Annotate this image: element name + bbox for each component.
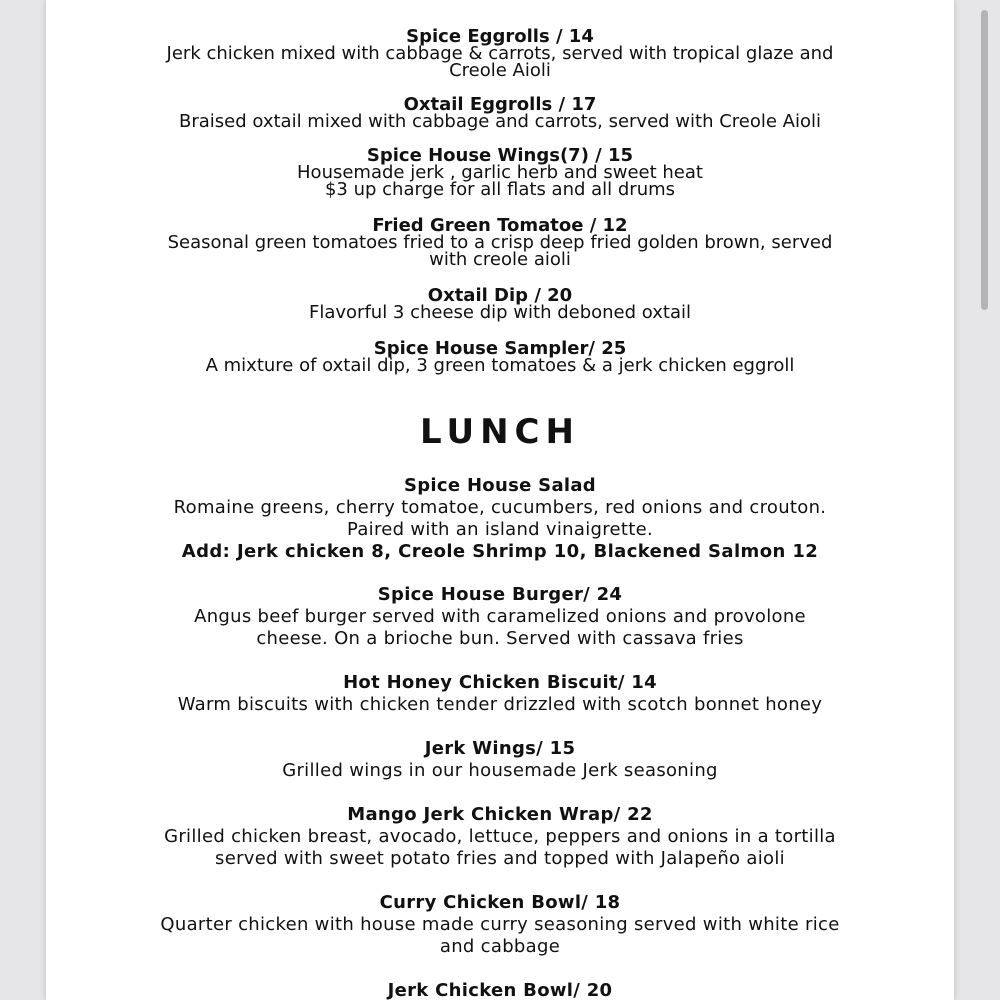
menu-item-name: Mango Jerk Chicken Wrap/ 22 xyxy=(347,804,653,825)
menu-item xyxy=(0,147,1000,198)
menu-item xyxy=(0,892,1000,958)
menu-item-name: Hot Honey Chicken Biscuit/ 14 xyxy=(343,672,657,693)
menu-item-description: Angus beef burger served with caramelized onions and provolone xyxy=(194,606,806,627)
menu-item-description: Braised oxtail mixed with cabbage and carrots, served with Creole Aioli xyxy=(178,111,821,132)
menu-item xyxy=(0,96,1000,130)
menu-item-description: $3 up charge for all flats and all drums xyxy=(324,179,676,200)
menu-item-description: Creole Aioli xyxy=(449,60,551,81)
menu-item-description: Grilled wings in our housemade Jerk seasoning xyxy=(282,760,718,781)
menu-item-name: Spice House Wings(7) / 15 xyxy=(366,145,634,166)
menu-item xyxy=(0,287,1000,321)
menu-item-name: Fried Green Tomatoe / 12 xyxy=(372,215,628,236)
menu-item xyxy=(0,28,1000,79)
menu-item xyxy=(0,584,1000,650)
menu-item-addons: Add: Jerk chicken 8, Creole Shrimp 10, Blackened Salmon 12 xyxy=(181,541,819,562)
menu-item-name: Jerk Wings/ 15 xyxy=(424,738,576,759)
menu-item xyxy=(0,475,1000,563)
menu-item-name: Jerk Chicken Bowl/ 20 xyxy=(387,980,613,1000)
menu-item-description: Romaine greens, cherry tomatoe, cucumbers, red onions and crouton. xyxy=(173,497,827,518)
menu-item-description: Grilled chicken breast, avocado, lettuce, peppers and onions in a tortilla xyxy=(164,826,836,847)
menu-item xyxy=(0,340,1000,374)
menu-item xyxy=(0,217,1000,268)
menu-item-name: Curry Chicken Bowl/ 18 xyxy=(379,892,621,913)
menu-item-description: Housemade jerk , garlic herb and sweet heat xyxy=(297,162,703,183)
menu-item-description: with creole aioli xyxy=(429,249,571,270)
menu-item-description: Flavorful 3 cheese dip with deboned oxtail xyxy=(309,302,691,323)
menu-item xyxy=(0,804,1000,870)
menu-item-description: Quarter chicken with house made curry seasoning served with white rice xyxy=(160,914,840,935)
menu-item-description: and cabbage xyxy=(439,936,561,957)
menu-item-description: A mixture of oxtail dip, 3 green tomatoes & a jerk chicken eggroll xyxy=(205,355,795,376)
menu-item-description: Seasonal green tomatoes fried to a crisp deep fried golden brown, served xyxy=(167,232,833,253)
menu-item-description: cheese. On a brioche bun. Served with cassava fries xyxy=(256,628,744,649)
menu-item-name: Spice Eggrolls / 14 xyxy=(406,26,594,47)
menu-item-description: Warm biscuits with chicken tender drizzled with scotch bonnet honey xyxy=(177,694,823,715)
menu-item-name: Spice House Sampler/ 25 xyxy=(373,338,627,359)
menu-item xyxy=(0,672,1000,716)
menu-item-name: Oxtail Dip / 20 xyxy=(427,285,573,306)
menu-item-description: Jerk chicken mixed with cabbage & carrots, served with tropical glaze and xyxy=(166,43,834,64)
menu-item-description: Paired with an island vinaigrette. xyxy=(346,519,654,540)
menu-item xyxy=(0,738,1000,782)
menu-item-name: Spice House Burger/ 24 xyxy=(377,584,623,605)
menu-item-name: Oxtail Eggrolls / 17 xyxy=(403,94,597,115)
menu-item-name: Spice House Salad xyxy=(403,475,596,496)
section-title: LUNCH xyxy=(420,412,580,452)
menu-item xyxy=(0,980,1000,1000)
menu-item-description: served with sweet potato fries and topped with Jalapeño aioli xyxy=(215,848,785,869)
